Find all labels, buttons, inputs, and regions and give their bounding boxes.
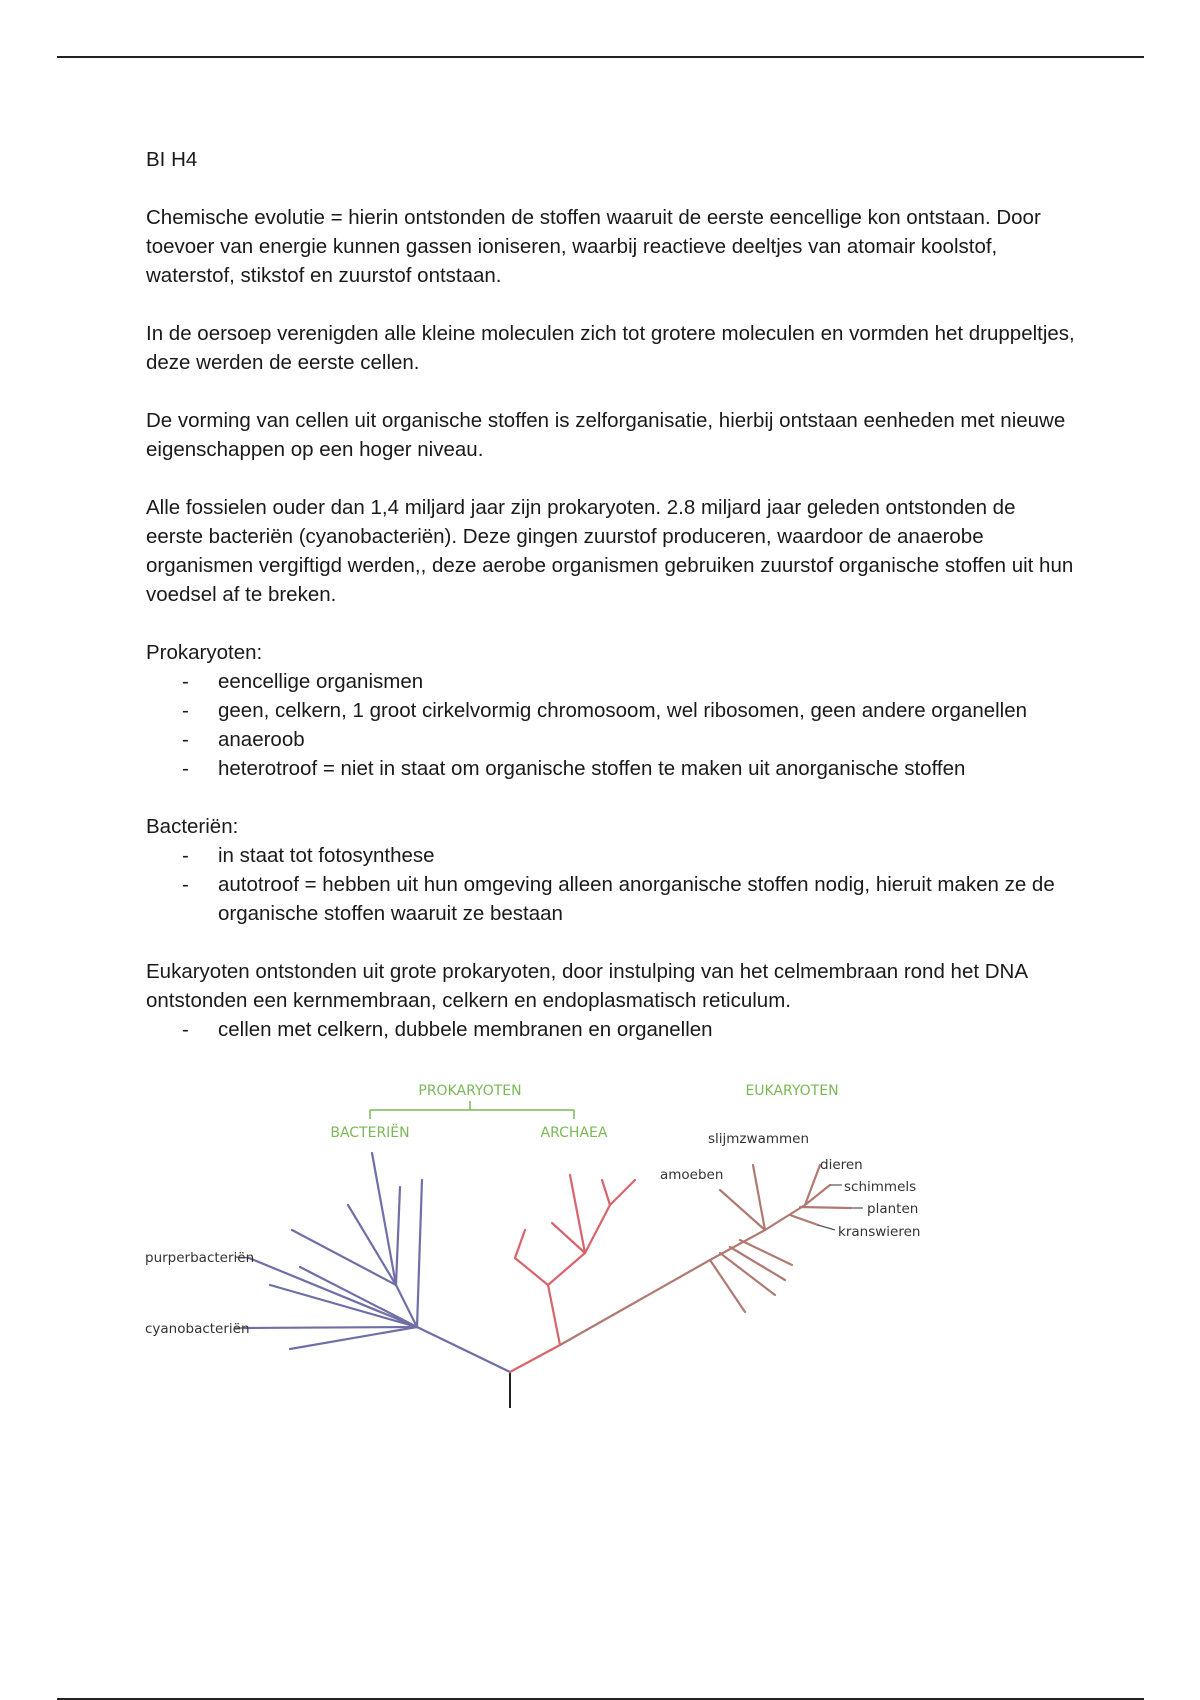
list-item: - cellen met celkern, dubbele membranen en organellen [146,1015,1076,1044]
paragraph-fossielen: Alle fossielen ouder dan 1,4 miljard jaar zijn prokaryoten. 2.8 miljard jaar geleden ontstonden de eerste bacteriën (cyanobacteriën). Deze gingen zuurstof produceren, waardoor de anaerobe organismen vergiftigd werden,, deze aerobe organismen gebruiken zuurstof organische stoffen uit hun voedsel af te breken. [146,496,1074,606]
bacteria-branches [245,1153,510,1372]
label-planten: planten [867,1201,919,1217]
list-item: - in staat tot fotosynthese [146,841,1076,870]
paragraph-eukaryoten: Eukaryoten ontstonden uit grote prokaryoten, door instulping van het celmembraan rond het DNA ontstonden een kernmembraan, celkern en endoplasmatisch reticulum. [146,960,1027,1012]
label-dieren: dieren [820,1157,863,1173]
eukaryota-branches [560,1165,850,1345]
bullet-dash: - [182,699,189,722]
phylogenetic-tree [130,1075,950,1415]
list-bacterien [146,841,1076,928]
heading-prokaryoten: Prokaryoten: [146,641,263,664]
list-eukaryoten [146,1015,1076,1044]
label-slijmzwammen: slijmzwammen [708,1131,809,1147]
heading-bacterien: Bacteriën: [146,815,239,838]
archaea-branches [510,1175,635,1372]
label-cyanobacterien: cyanobacteriën [145,1321,250,1337]
list-item: - autotroof = hebben uit hun omgeving alleen anorganische stoffen nodig, hieruit maken ze de organische stoffen waaruit ze bestaan [146,870,1076,928]
label-prokaryoten: PROKARYOTEN [418,1083,522,1099]
list-item: - anaeroob [146,725,1076,754]
label-kranswieren: kranswieren [838,1224,921,1240]
bullet-dash: - [182,873,189,896]
label-amoeben: amoeben [660,1167,724,1183]
bullet-dash: - [182,844,189,867]
bullet-dash: - [182,670,189,693]
bullet-dash: - [182,1018,189,1041]
top-rule [57,56,1144,58]
label-archaea: ARCHAEA [540,1125,608,1141]
label-bacterien: BACTERIËN [330,1125,410,1141]
paragraph-zelforganisatie: De vorming van cellen uit organische stoffen is zelforganisatie, hierbij ontstaan eenheden met nieuwe eigenschappen op een hoger niveau. [146,409,1066,461]
list-prokaryoten [146,667,1076,783]
leader-lines [234,1185,863,1328]
list-item: - geen, celkern, 1 groot cirkelvormig chromosoom, wel ribosomen, geen andere organellen [146,696,1076,725]
paragraph-oersoep: In de oersoep verenigden alle kleine moleculen zich tot grotere moleculen en vormden het druppeltjes, deze werden de eerste cellen. [146,322,1075,374]
list-item: - eencellige organismen [146,667,1076,696]
list-item: - heterotroof = niet in staat om organische stoffen te maken uit anorganische stoffen [146,754,1076,783]
document-title: BI H4 [146,148,198,171]
label-schimmels: schimmels [844,1179,917,1195]
label-purperbacterien: purperbacteriën [145,1250,255,1266]
document-body [146,145,1076,1044]
bullet-dash: - [182,757,189,780]
prokaryoten-bracket [370,1101,574,1119]
paragraph-chemische-evolutie: Chemische evolutie = hierin ontstonden de stoffen waaruit de eerste eencellige kon ontstaan. Door toevoer van energie kunnen gassen ioniseren, waarbij reactieve deeltjes van atomair koolstof, waterstof, stikstof en zuurstof ontstaan. [146,206,1041,287]
label-eukaryoten: EUKARYOTEN [745,1083,839,1099]
bullet-dash: - [182,728,189,751]
